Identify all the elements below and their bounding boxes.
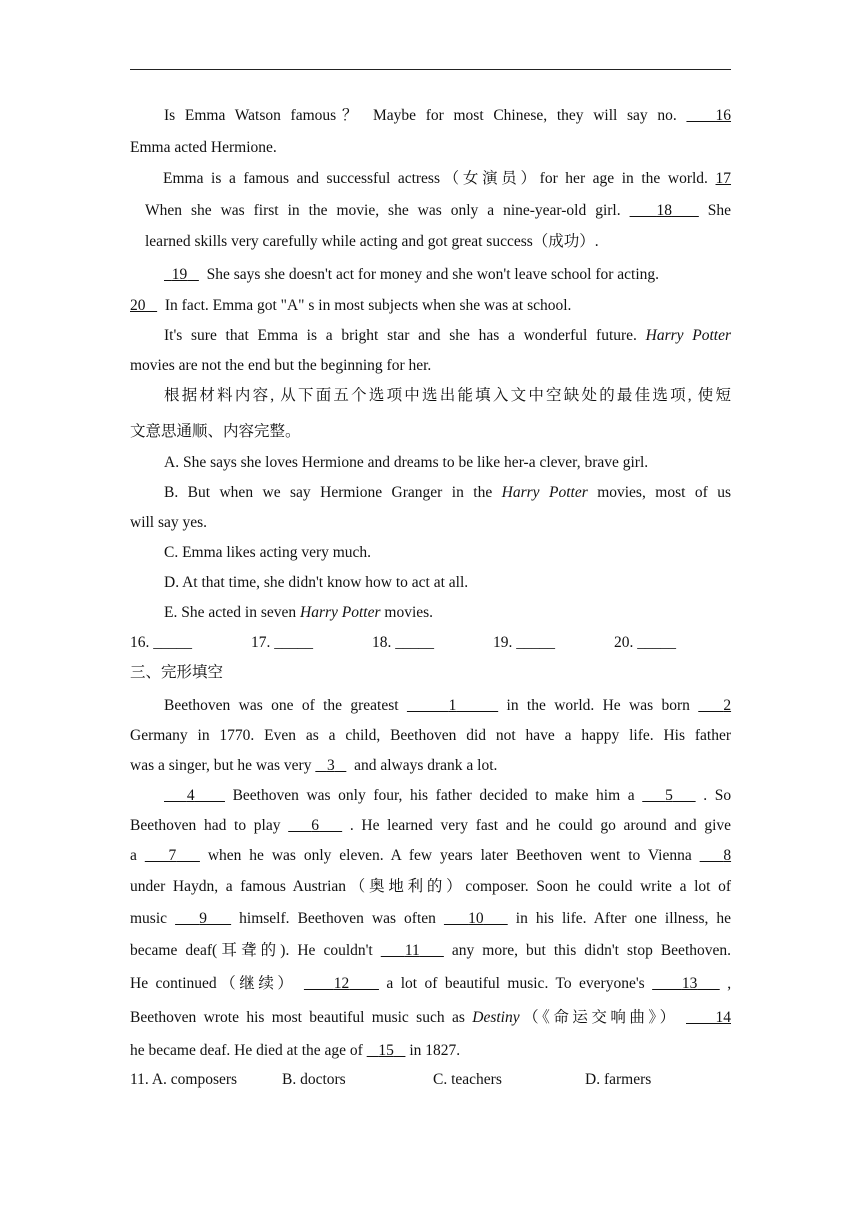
answer-19[interactable]: 19. _____ <box>493 634 555 651</box>
header-rule <box>130 69 731 70</box>
blank-1[interactable]: 1 <box>448 697 457 714</box>
instruction-line: 文意思通顺、内容完整。 <box>130 423 301 440</box>
cloze-line: Germany in 1770. Even as a child, Beethoven did not have a happy life. His father <box>130 727 731 744</box>
blank-5[interactable]: 5 <box>665 787 673 804</box>
blank-18[interactable]: 18 <box>656 202 672 219</box>
blank-12[interactable]: 12 <box>333 975 350 992</box>
option-c: C. Emma likes acting very much. <box>164 544 372 561</box>
passage-line: learned skills very carefully while acting and got great success（成功）. <box>145 233 599 250</box>
cloze-line: under Haydn, a famous Austrian（奥地利的）composer. Soon he could write a lot of <box>130 878 731 895</box>
cloze-line: He continued（继续） 12 a lot of beautiful music. To everyone's 13 , <box>130 975 732 992</box>
cloze-line: became deaf(耳聋的). He couldn't 11 any more, but this didn't stop Beethoven. <box>130 942 731 959</box>
blank-19[interactable]: 19 <box>171 266 188 283</box>
passage-line: Emma acted Hermione. <box>130 139 277 156</box>
cloze-line: Beethoven wrote his most beautiful music such as Destiny（《命运交响曲》） 14 <box>130 1009 731 1026</box>
answer-row <box>130 633 731 653</box>
answer-18[interactable]: 18. _____ <box>372 634 434 651</box>
blank-10[interactable]: 10 <box>468 910 484 927</box>
question-11 <box>130 1070 731 1090</box>
passage-line: When she was first in the movie, she was only a nine-year-old girl. 18 She <box>145 202 732 219</box>
blank-17[interactable]: 17 <box>715 170 732 187</box>
q11-option-d[interactable]: D. farmers <box>585 1071 652 1088</box>
blank-15[interactable]: 15 <box>378 1042 394 1059</box>
blank-9[interactable]: 9 <box>199 910 207 927</box>
option-b: B. But when we say Hermione Granger in the Harry Potter movies, most of us <box>164 484 732 501</box>
blank-7[interactable]: 7 <box>168 847 177 864</box>
passage-line: 19 She says she doesn't act for money and she won't leave school for acting. <box>164 265 734 285</box>
option-b-cont: will say yes. <box>130 514 208 531</box>
section-title: 三、完形填空 <box>130 664 224 681</box>
passage-line: It's sure that Emma is a bright star and she has a wonderful future. Harry Potter <box>164 327 731 344</box>
cloze-line: Beethoven was one of the greatest 1 in the world. He was born 2 <box>164 697 732 714</box>
blank-6[interactable]: 6 <box>311 817 320 834</box>
q11-option-c[interactable]: C. teachers <box>433 1071 502 1088</box>
answer-16[interactable]: 16. _____ <box>130 634 192 651</box>
cloze-line: a 7 when he was only eleven. A few years later Beethoven went to Vienna 8 <box>130 847 732 864</box>
passage-line: Emma is a famous and successful actress（女演员）for her age in the world. 17 <box>163 170 732 187</box>
option-a: A. She says she loves Hermione and dreams to be like her-a clever, brave girl. <box>164 454 649 471</box>
answer-20[interactable]: 20. _____ <box>614 634 676 651</box>
cloze-line: music 9 himself. Beethoven was often 10 in his life. After one illness, he <box>130 910 732 927</box>
blank-16[interactable]: 16 <box>715 107 732 124</box>
cloze-line: was a singer, but he was very 3 and always drank a lot. <box>130 757 498 774</box>
blank-3[interactable]: 3 <box>326 757 335 774</box>
option-d: D. At that time, she didn't know how to act at all. <box>164 574 469 591</box>
passage-line: Is Emma Watson famous？ Maybe for most Chinese, they will say no. 16 <box>164 107 732 124</box>
blank-11[interactable]: 11 <box>404 942 420 959</box>
cloze-line: 4 Beethoven was only four, his father decided to make him a 5 . So <box>164 786 731 806</box>
instruction-line: 根据材料内容, 从下面五个选项中选出能填入文中空缺处的最佳选项, 使短 <box>164 387 731 404</box>
cloze-line: Beethoven had to play 6 . He learned very fast and he could go around and give <box>130 817 732 834</box>
q11-option-b[interactable]: B. doctors <box>282 1071 346 1088</box>
blank-2[interactable]: 2 <box>723 697 732 714</box>
passage-line: 20 In fact. Emma got "A" s in most subjects when she was at school. <box>130 297 572 314</box>
blank-14[interactable]: 14 <box>715 1009 731 1026</box>
blank-20[interactable]: 20 <box>130 297 146 314</box>
blank-8[interactable]: 8 <box>723 847 732 864</box>
blank-13[interactable]: 13 <box>681 975 698 992</box>
answer-17[interactable]: 17. _____ <box>251 634 313 651</box>
passage-line: movies are not the end but the beginning for her. <box>130 357 432 374</box>
q11-option-a[interactable]: 11. A. composers <box>130 1071 238 1088</box>
blank-4[interactable]: 4 <box>186 787 195 804</box>
cloze-line: he became deaf. He died at the age of 15 in 1827. <box>130 1042 461 1059</box>
option-e: E. She acted in seven Harry Potter movies. <box>164 604 434 621</box>
